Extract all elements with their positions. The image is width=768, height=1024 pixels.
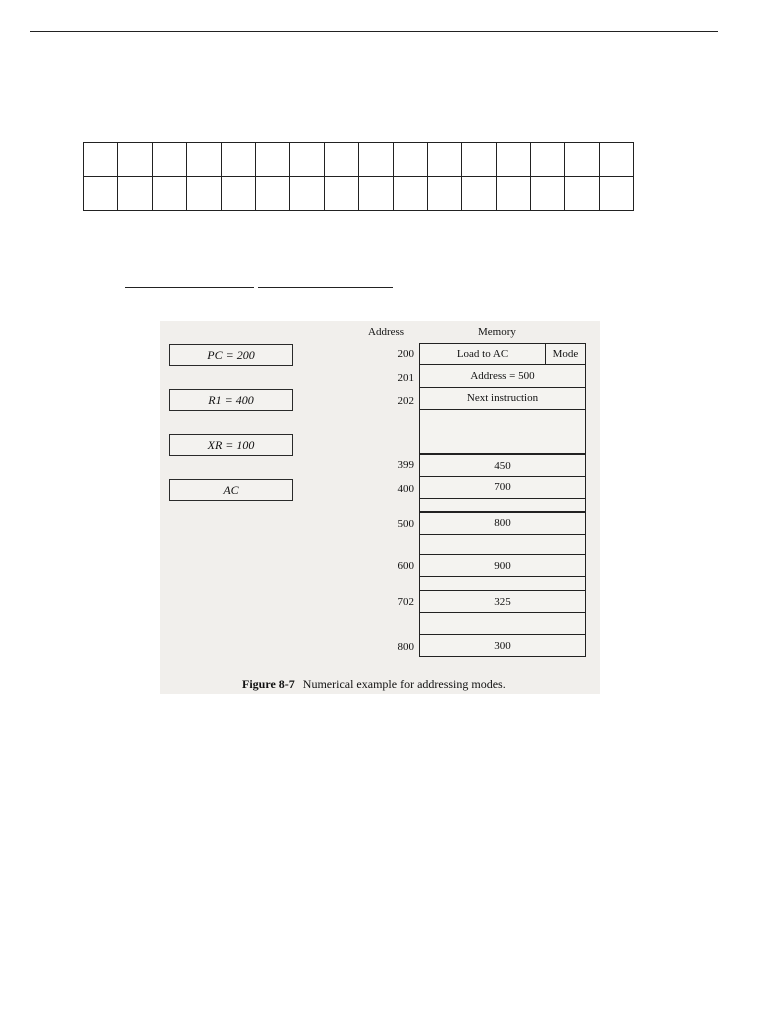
- grid-cell: [531, 143, 565, 177]
- address-500: 500: [397, 518, 414, 530]
- grid-cell: [118, 143, 152, 177]
- grid-cell: [187, 177, 221, 211]
- top-rule: [30, 31, 718, 32]
- grid-row-2: [84, 177, 634, 211]
- address-400: 400: [397, 483, 414, 495]
- memory-cell-202: Next instruction: [419, 388, 586, 410]
- memory-cell-702: 325: [419, 591, 586, 613]
- grid-cell: [221, 143, 255, 177]
- grid-cell: [152, 143, 186, 177]
- memory-gap-3: [419, 535, 586, 555]
- blank-line-2: [258, 287, 393, 288]
- address-200: 200: [397, 348, 414, 360]
- blank-line-1: [125, 287, 254, 288]
- grid-cell: [290, 177, 324, 211]
- grid-cell: [118, 177, 152, 211]
- memory-gap-1: [419, 410, 586, 455]
- memory-cell-201: Address = 500: [419, 365, 586, 388]
- memory-mode-field: Mode: [545, 344, 585, 364]
- grid-row-1: [84, 143, 634, 177]
- register-xr: XR = 100: [169, 434, 293, 456]
- address-600: 600: [397, 560, 414, 572]
- instruction-bit-grid: [83, 142, 634, 211]
- grid-cell: [599, 143, 633, 177]
- memory-cell-399: 450: [419, 455, 586, 477]
- grid-cell: [152, 177, 186, 211]
- memory-cell-400: 700: [419, 477, 586, 499]
- grid-cell: [359, 143, 393, 177]
- grid-cell: [531, 177, 565, 211]
- address-399: 399: [397, 459, 414, 471]
- grid-cell: [462, 143, 496, 177]
- address-800: 800: [397, 641, 414, 653]
- memory-gap-5: [419, 613, 586, 635]
- grid-cell: [324, 177, 358, 211]
- figure-caption: [242, 677, 506, 692]
- addressing-modes-figure: [160, 321, 600, 694]
- address-202: 202: [397, 395, 414, 407]
- grid-cell: [599, 177, 633, 211]
- address-702: 702: [397, 596, 414, 608]
- grid-cell: [427, 143, 461, 177]
- figure-caption-label: Figure 8-7: [242, 677, 295, 691]
- grid-cell: [565, 177, 599, 211]
- grid-cell: [565, 143, 599, 177]
- address-header: Address: [368, 326, 405, 338]
- memory-load-instruction: Load to AC: [456, 348, 509, 360]
- address-201: 201: [397, 372, 414, 384]
- grid-cell: [496, 143, 530, 177]
- grid-cell: [255, 177, 289, 211]
- grid-cell: [496, 177, 530, 211]
- memory-cell-600: 900: [419, 555, 586, 577]
- grid-cell: [221, 177, 255, 211]
- grid-cell: [255, 143, 289, 177]
- register-ac: AC: [169, 479, 293, 501]
- grid-cell: [462, 177, 496, 211]
- grid-cell: [84, 177, 118, 211]
- grid-cell: [359, 177, 393, 211]
- memory-gap-4: [419, 577, 586, 591]
- memory-cell-800: 300: [419, 635, 586, 657]
- memory-header: Memory: [478, 326, 516, 338]
- register-pc: PC = 200: [169, 344, 293, 366]
- grid-cell: [427, 177, 461, 211]
- grid-cell: [290, 143, 324, 177]
- grid-cell: [187, 143, 221, 177]
- figure-caption-text: Numerical example for addressing modes.: [302, 677, 506, 691]
- grid-cell: [393, 177, 427, 211]
- memory-cell-500: 800: [419, 513, 586, 535]
- grid-cell: [393, 143, 427, 177]
- grid-cell: [84, 143, 118, 177]
- memory-cell-200: [419, 343, 586, 365]
- grid-cell: [324, 143, 358, 177]
- register-r1: R1 = 400: [169, 389, 293, 411]
- memory-gap-2: [419, 499, 586, 513]
